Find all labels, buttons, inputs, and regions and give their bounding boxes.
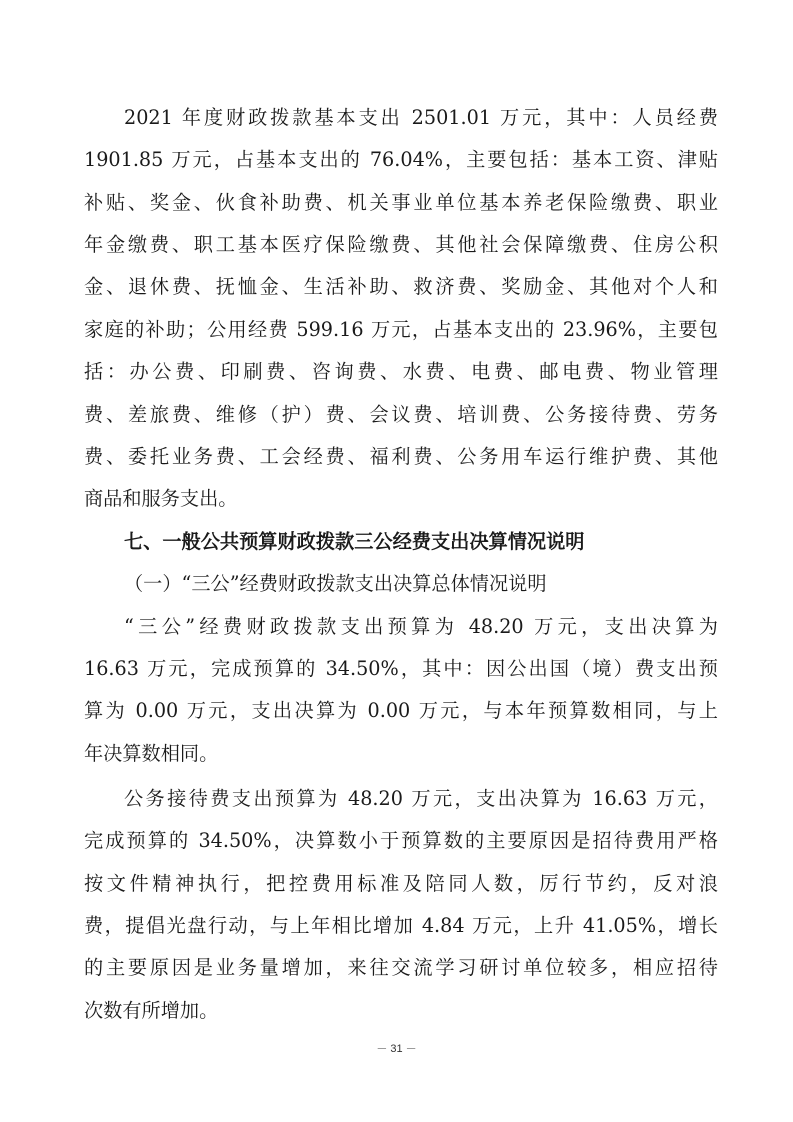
text-line: 16.63 万元，完成预算的 34.50%，其中：因公出国（境）费支出预 (84, 657, 718, 680)
text-line: 按文件精神执行，把控费用标准及陪同人数，厉行节约，反对浪 (84, 872, 718, 895)
text-line: 金、退休费、抚恤金、生活补助、救济费、奖励金、其他对个人和 (84, 275, 718, 298)
text-line: 费，提倡光盘行动，与上年相比增加 4.84 万元，上升 41.05%，增长 (84, 914, 718, 937)
text-line: 费、差旅费、维修（护）费、会议费、培训费、公务接待费、劳务 (84, 403, 718, 426)
text-line: 次数有所增加。 (84, 999, 219, 1022)
text-line: 括：办公费、印刷费、咨询费、水费、电费、邮电费、物业管理 (84, 360, 718, 383)
page-number: － 31 － (376, 1043, 417, 1055)
text-line: 公务接待费支出预算为 48.20 万元，支出决算为 16.63 万元， (124, 787, 718, 810)
text-line: 补贴、奖金、伙食补助费、机关事业单位基本养老保险缴费、职业 (84, 191, 718, 214)
text-line: “三公”经费财政拨款支出预算为 48.20 万元，支出决算为 (124, 615, 718, 638)
text-line: 完成预算的 34.50%，决算数小于预算数的主要原因是招待费用严格 (84, 829, 718, 852)
text-line: 算为 0.00 万元，支出决算为 0.00 万元，与本年预算数相同，与上 (84, 699, 718, 722)
text-line: 年金缴费、职工基本医疗保险缴费、其他社会保障缴费、住房公积 (84, 233, 718, 256)
section-heading: 七、一般公共预算财政拨款三公经费支出决算情况说明 (124, 530, 585, 553)
text-line: 家庭的补助；公用经费 599.16 万元，占基本支出的 23.96%，主要包 (84, 318, 718, 341)
text-line: 2021 年度财政拨款基本支出 2501.01 万元，其中：人员经费 (124, 106, 718, 129)
section-subheading: （一）“三公”经费财政拨款支出决算总体情况说明 (124, 572, 547, 595)
text-line: 年决算数相同。 (84, 742, 219, 765)
text-line: 1901.85 万元，占基本支出的 76.04%，主要包括：基本工资、津贴 (84, 148, 718, 171)
text-line: 商品和服务支出。 (84, 487, 238, 510)
text-line: 的主要原因是业务量增加，来往交流学习研讨单位较多，相应招待 (84, 956, 718, 979)
text-line: 费、委托业务费、工会经费、福利费、公务用车运行维护费、其他 (84, 445, 718, 468)
